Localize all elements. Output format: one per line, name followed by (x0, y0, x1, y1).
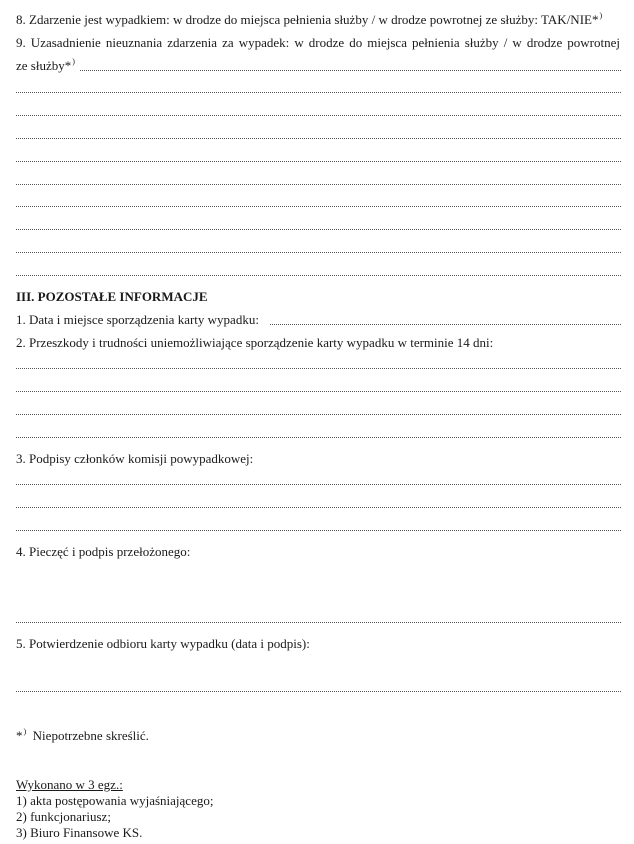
answer-line[interactable] (16, 184, 621, 185)
answer-line[interactable] (16, 92, 621, 93)
seal-signature-line[interactable] (16, 622, 621, 623)
answer-line[interactable] (16, 161, 621, 162)
footnote-text: Niepotrzebne skreślić. (32, 728, 149, 743)
copy-item: 2) funkcjonariusz; (16, 809, 111, 824)
question-9-continuation (16, 58, 75, 76)
copy-item: 1) akta postępowania wyjaśniającego; (16, 793, 214, 808)
answer-line[interactable] (16, 437, 621, 438)
copy-item: 3) Biuro Finansowe KS. (16, 825, 143, 840)
question-9-cont-text: ze służby* (16, 58, 72, 73)
answer-line[interactable] (16, 138, 621, 139)
answer-line[interactable] (16, 368, 621, 369)
question-8 (16, 12, 602, 30)
question-9: 9. Uzasadnienie nieuznania zdarzenia za wypadek: w drodze do miejsca pełnienia służby / w drodze powrotnej (16, 35, 620, 50)
footnote-mark: * (16, 728, 23, 743)
footnote (16, 728, 149, 746)
answer-line[interactable] (16, 414, 621, 415)
copies-heading: Wykonano w 3 egz.: (16, 777, 123, 792)
item-5-label: 5. Potwierdzenie odbioru karty wypadku (data i podpis): (16, 636, 310, 651)
item-1-label: 1. Data i miejsce sporządzenia karty wypadku: (16, 312, 259, 327)
signature-line[interactable] (16, 484, 621, 485)
answer-line-9-first[interactable] (80, 70, 621, 71)
item-1-field[interactable] (270, 324, 621, 325)
answer-line[interactable] (16, 206, 621, 207)
section-heading: III. POZOSTAŁE INFORMACJE (16, 289, 208, 304)
footnote-marker: ) (72, 57, 75, 66)
item-4-label: 4. Pieczęć i podpis przełożonego: (16, 544, 191, 559)
receipt-line[interactable] (16, 691, 621, 692)
question-8-text: 8. Zdarzenie jest wypadkiem: w drodze do miejsca pełnienia służby / w drodze powrotnej ze służby: TAK/NIE* (16, 12, 599, 27)
item-2-label: 2. Przeszkody i trudności uniemożliwiające sporządzenie karty wypadku w terminie 14 dni: (16, 335, 494, 350)
answer-line[interactable] (16, 252, 621, 253)
footnote-marker: ) (23, 727, 27, 736)
footnote-marker: ) (599, 11, 603, 20)
answer-line[interactable] (16, 229, 621, 230)
signature-line[interactable] (16, 507, 621, 508)
answer-line[interactable] (16, 391, 621, 392)
answer-line[interactable] (16, 115, 621, 116)
item-3-label: 3. Podpisy członków komisji powypadkowej: (16, 451, 254, 466)
answer-line[interactable] (16, 275, 621, 276)
signature-line[interactable] (16, 530, 621, 531)
